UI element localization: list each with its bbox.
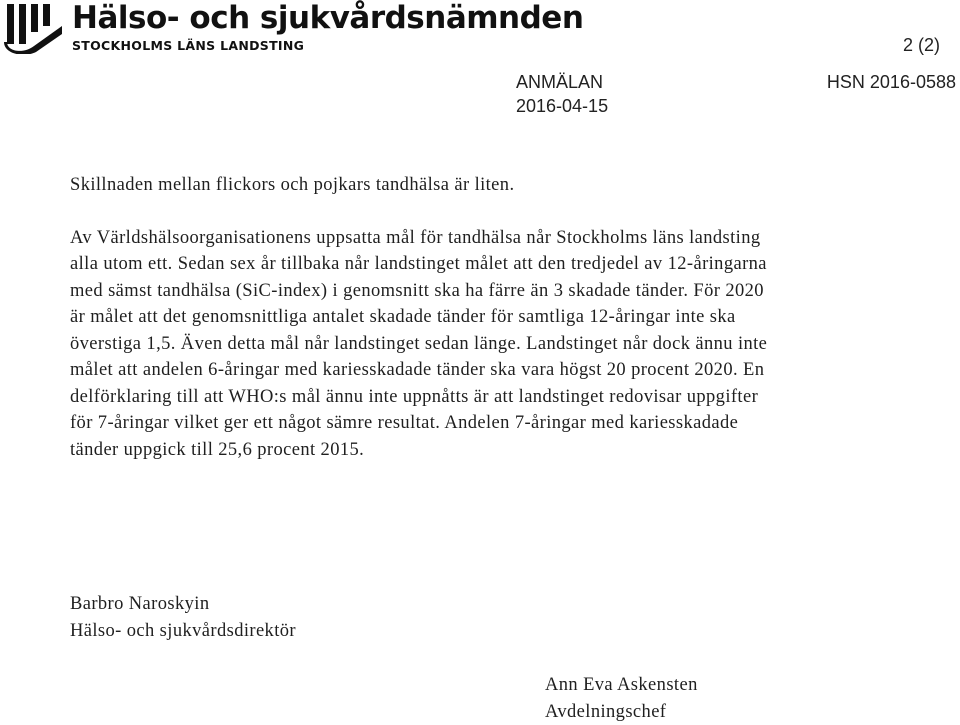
signer-name: Barbro Naroskyin: [70, 591, 296, 618]
sll-logo-icon: [4, 2, 66, 54]
signature-block: [70, 591, 296, 644]
document-type: ANMÄLAN: [516, 72, 603, 93]
paragraph: Av Världshälsoorganisationens uppsatta mål för tandhälsa når Stockholms läns landsting alla utom ett. Sedan sex år tillbaka når landstinget målet att den tredjedel av 12-åringarna med sämst tandhälsa (SiC-index) i genomsnitt ska ha färre än 3 skadade tänder. För 2020 är målet att det genomsnittliga antalet skadade tänder för samtliga 12-åringar inte ska överstiga 1,5. Även detta mål når landstinget sedan länge. Landstinget når dock ännu inte målet att andelen 6-åringar med kariesskadade tänder ska vara högst 20 procent 2020. En delförklaring till att WHO:s mål ännu inte uppnåtts är att landstinget redovisar uppgifter för 7-åringar vilket ger ett något sämre resultat. Andelen 7-åringar med kariesskadade tänder uppgick till 25,6 procent 2015.: [70, 225, 770, 464]
signer-title: Hälso- och sjukvårdsdirektör: [70, 618, 296, 645]
signature-block: [545, 672, 698, 725]
document-date: 2016-04-15: [516, 96, 608, 117]
organization-logo: [4, 2, 474, 54]
document-reference: HSN 2016-0588: [827, 72, 956, 93]
organization-name: Hälso- och sjukvårdsnämnden: [72, 0, 583, 36]
document-body: [70, 172, 770, 463]
organization-subtitle: STOCKHOLMS LÄNS LANDSTING: [72, 38, 304, 53]
paragraph: Skillnaden mellan flickors och pojkars tandhälsa är liten.: [70, 172, 770, 199]
page-number: 2 (2): [903, 35, 940, 56]
signer-name: Ann Eva Askensten: [545, 672, 698, 699]
signer-title: Avdelningschef: [545, 699, 698, 725]
